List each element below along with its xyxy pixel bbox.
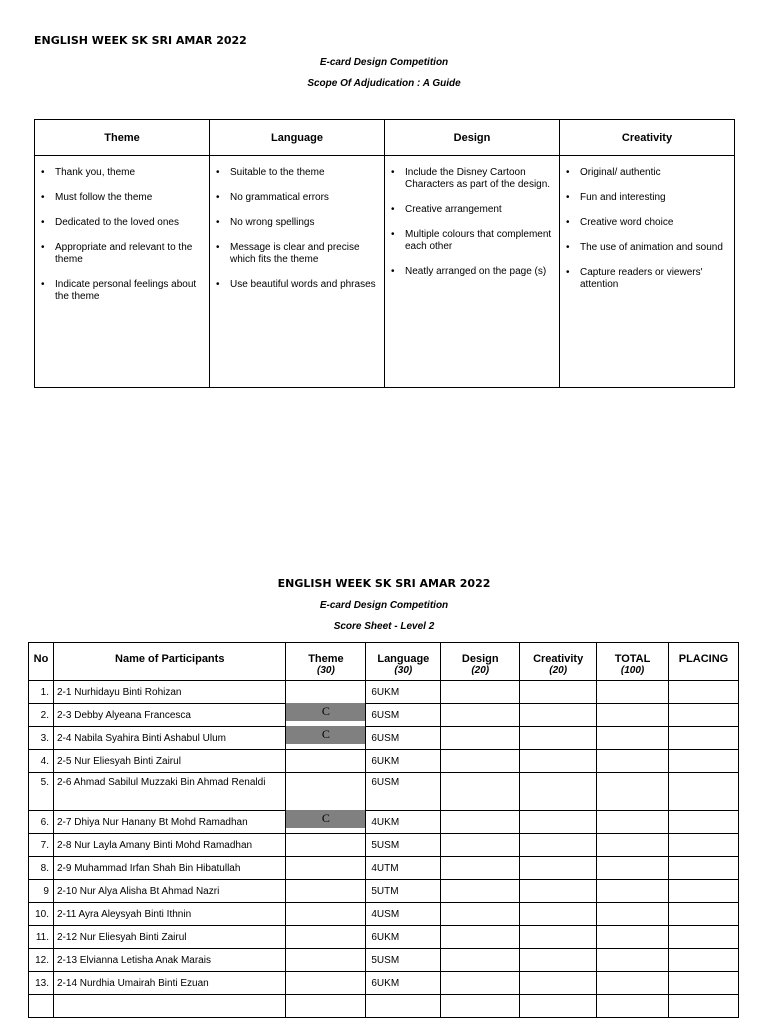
theme-grade-mark: C bbox=[286, 703, 365, 721]
theme-grade-mark: C bbox=[286, 810, 365, 828]
creativity-score-cell[interactable] bbox=[520, 773, 597, 811]
placing-cell[interactable] bbox=[668, 773, 738, 811]
participant-name: 2-10 Nur Alya Alisha Bt Ahmad Nazri bbox=[53, 880, 286, 903]
language-score-cell[interactable]: 6UKM bbox=[366, 926, 441, 949]
row-number: 1. bbox=[29, 681, 54, 704]
placing-cell[interactable] bbox=[668, 727, 738, 750]
participant-name: 2-9 Muhammad Irfan Shah Bin Hibatullah bbox=[53, 857, 286, 880]
placing-cell[interactable] bbox=[668, 681, 738, 704]
design-score-cell[interactable] bbox=[441, 834, 520, 857]
header-language: Language (30) bbox=[366, 643, 441, 681]
criteria-item: • Dedicated to the loved ones bbox=[41, 217, 205, 229]
creativity-score-cell[interactable] bbox=[520, 750, 597, 773]
header-placing: PLACING bbox=[668, 643, 738, 681]
total-score-cell[interactable] bbox=[597, 681, 669, 704]
score-competition-title: E-card Design Competition bbox=[319, 600, 449, 611]
table-row bbox=[29, 995, 739, 1018]
creativity-score-cell[interactable] bbox=[520, 811, 597, 834]
design-score-cell[interactable] bbox=[441, 903, 520, 926]
row-number: 2. bbox=[29, 704, 54, 727]
language-score-cell[interactable]: 6UKM bbox=[366, 681, 441, 704]
criteria-item: • Include the Disney Cartoon Characters as part of the design. bbox=[391, 167, 555, 191]
guide-competition-title: E-card Design Competition bbox=[319, 57, 449, 68]
language-score-cell[interactable]: 4UKM bbox=[366, 811, 441, 834]
table-row bbox=[29, 704, 739, 727]
row-number: 7. bbox=[29, 834, 54, 857]
table-row bbox=[29, 880, 739, 903]
design-score-cell[interactable] bbox=[441, 811, 520, 834]
table-row bbox=[29, 857, 739, 880]
criteria-item: • Capture readers or viewers' attention bbox=[566, 267, 730, 291]
guide-header-design: Design bbox=[385, 120, 560, 156]
language-score-cell[interactable]: 6USM bbox=[366, 727, 441, 750]
criteria-item: • Creative word choice bbox=[566, 217, 730, 229]
criteria-item: • Thank you, theme bbox=[41, 167, 205, 179]
criteria-list bbox=[210, 156, 384, 291]
theme-score-cell[interactable] bbox=[286, 949, 366, 972]
design-score-cell[interactable] bbox=[441, 704, 520, 727]
row-number: 12. bbox=[29, 949, 54, 972]
participant-name: 2-14 Nurdhia Umairah Binti Ezuan bbox=[53, 972, 286, 995]
creativity-score-cell[interactable] bbox=[520, 857, 597, 880]
guide-header-language: Language bbox=[210, 120, 385, 156]
header-total: TOTAL (100) bbox=[597, 643, 669, 681]
criteria-item: • Original/ authentic bbox=[566, 167, 730, 179]
row-number: 9 bbox=[29, 880, 54, 903]
placing-cell[interactable] bbox=[668, 995, 738, 1018]
guide-header-creativity: Creativity bbox=[560, 120, 735, 156]
theme-score-cell[interactable] bbox=[286, 704, 366, 727]
participant-name: 2-1 Nurhidayu Binti Rohizan bbox=[53, 681, 286, 704]
row-number: 10. bbox=[29, 903, 54, 926]
theme-score-cell[interactable] bbox=[286, 972, 366, 995]
language-score-cell[interactable]: 5UTM bbox=[366, 880, 441, 903]
total-score-cell[interactable] bbox=[597, 834, 669, 857]
criteria-item: • Creative arrangement bbox=[391, 204, 555, 216]
design-score-cell[interactable] bbox=[441, 773, 520, 811]
design-score-cell[interactable] bbox=[441, 995, 520, 1018]
criteria-item: • Multiple colours that complement each other bbox=[391, 229, 555, 253]
total-score-cell[interactable] bbox=[597, 949, 669, 972]
score-sheet-table bbox=[28, 642, 739, 1018]
table-row bbox=[29, 834, 739, 857]
table-row bbox=[29, 773, 739, 811]
total-score-cell[interactable] bbox=[597, 750, 669, 773]
table-row bbox=[29, 903, 739, 926]
row-number: 3. bbox=[29, 727, 54, 750]
design-score-cell[interactable] bbox=[441, 857, 520, 880]
header-no: No bbox=[29, 643, 54, 681]
criteria-item: • Message is clear and precise which fits the theme bbox=[216, 242, 380, 266]
participant-name: 2-3 Debby Alyeana Francesca bbox=[53, 704, 286, 727]
placing-cell[interactable] bbox=[668, 811, 738, 834]
theme-score-cell[interactable] bbox=[286, 857, 366, 880]
participant-name bbox=[53, 995, 286, 1018]
criteria-item: • Suitable to the theme bbox=[216, 167, 380, 179]
language-score-cell[interactable]: 6USM bbox=[366, 773, 441, 811]
design-score-cell[interactable] bbox=[441, 880, 520, 903]
placing-cell[interactable] bbox=[668, 926, 738, 949]
creativity-score-cell[interactable] bbox=[520, 704, 597, 727]
design-score-cell[interactable] bbox=[441, 681, 520, 704]
row-number: 6. bbox=[29, 811, 54, 834]
score-subtitle: Score Sheet - Level 2 bbox=[333, 621, 435, 632]
criteria-item: • No wrong spellings bbox=[216, 217, 380, 229]
row-number: 5. bbox=[29, 773, 54, 811]
row-number bbox=[29, 995, 54, 1018]
criteria-list bbox=[560, 156, 734, 291]
participant-name: 2-6 Ahmad Sabilul Muzzaki Bin Ahmad Renaldi bbox=[53, 773, 286, 811]
total-score-cell[interactable] bbox=[597, 903, 669, 926]
creativity-score-cell[interactable] bbox=[520, 972, 597, 995]
placing-cell[interactable] bbox=[668, 972, 738, 995]
theme-score-cell[interactable] bbox=[286, 811, 366, 834]
creativity-score-cell[interactable] bbox=[520, 903, 597, 926]
theme-grade-mark: C bbox=[286, 726, 365, 744]
language-score-cell[interactable]: 6USM bbox=[366, 704, 441, 727]
guide-criteria-creativity bbox=[560, 156, 735, 388]
placing-cell[interactable] bbox=[668, 949, 738, 972]
guide-subtitle: Scope Of Adjudication : A Guide bbox=[307, 78, 461, 89]
guide-criteria-language bbox=[210, 156, 385, 388]
total-score-cell[interactable] bbox=[597, 926, 669, 949]
creativity-score-cell[interactable] bbox=[520, 995, 597, 1018]
language-score-cell[interactable]: 4UTM bbox=[366, 857, 441, 880]
language-score-cell[interactable]: 5USM bbox=[366, 834, 441, 857]
creativity-score-cell[interactable] bbox=[520, 926, 597, 949]
theme-score-cell[interactable] bbox=[286, 903, 366, 926]
total-score-cell[interactable] bbox=[597, 972, 669, 995]
total-score-cell[interactable] bbox=[597, 857, 669, 880]
participant-name: 2-5 Nur Eliesyah Binti Zairul bbox=[53, 750, 286, 773]
participant-name: 2-12 Nur Eliesyah Binti Zairul bbox=[53, 926, 286, 949]
guide-criteria-theme bbox=[35, 156, 210, 388]
row-number: 8. bbox=[29, 857, 54, 880]
participant-name: 2-13 Elvianna Letisha Anak Marais bbox=[53, 949, 286, 972]
total-score-cell[interactable] bbox=[597, 704, 669, 727]
table-row bbox=[29, 926, 739, 949]
participant-name: 2-4 Nabila Syahira Binti Ashabul Ulum bbox=[53, 727, 286, 750]
guide-school-title: ENGLISH WEEK SK SRI AMAR 2022 bbox=[34, 34, 247, 47]
criteria-item: • Appropriate and relevant to the theme bbox=[41, 242, 205, 266]
criteria-list bbox=[385, 156, 559, 278]
creativity-score-cell[interactable] bbox=[520, 880, 597, 903]
participant-name: 2-8 Nur Layla Amany Binti Mohd Ramadhan bbox=[53, 834, 286, 857]
theme-score-cell[interactable] bbox=[286, 926, 366, 949]
theme-score-cell[interactable] bbox=[286, 750, 366, 773]
table-row bbox=[29, 727, 739, 750]
creativity-score-cell[interactable] bbox=[520, 727, 597, 750]
total-score-cell[interactable] bbox=[597, 880, 669, 903]
placing-cell[interactable] bbox=[668, 704, 738, 727]
criteria-item: • No grammatical errors bbox=[216, 192, 380, 204]
criteria-item: • Use beautiful words and phrases bbox=[216, 279, 380, 291]
language-score-cell[interactable]: 4USM bbox=[366, 903, 441, 926]
placing-cell[interactable] bbox=[668, 834, 738, 857]
guide-header-theme: Theme bbox=[35, 120, 210, 156]
placing-cell[interactable] bbox=[668, 880, 738, 903]
language-score-cell[interactable] bbox=[366, 995, 441, 1018]
total-score-cell[interactable] bbox=[597, 811, 669, 834]
language-score-cell[interactable]: 6UKM bbox=[366, 972, 441, 995]
placing-cell[interactable] bbox=[668, 857, 738, 880]
criteria-item: • Indicate personal feelings about the theme bbox=[41, 279, 205, 303]
design-score-cell[interactable] bbox=[441, 972, 520, 995]
language-score-cell[interactable]: 5USM bbox=[366, 949, 441, 972]
participant-name: 2-7 Dhiya Nur Hanany Bt Mohd Ramadhan bbox=[53, 811, 286, 834]
header-theme: Theme (30) bbox=[286, 643, 366, 681]
header-creativity: Creativity (20) bbox=[520, 643, 597, 681]
criteria-list bbox=[35, 156, 209, 303]
row-number: 11. bbox=[29, 926, 54, 949]
participant-name: 2-11 Ayra Aleysyah Binti Ithnin bbox=[53, 903, 286, 926]
total-score-cell[interactable] bbox=[597, 773, 669, 811]
theme-score-cell[interactable] bbox=[286, 834, 366, 857]
table-row bbox=[29, 972, 739, 995]
header-design: Design (20) bbox=[441, 643, 520, 681]
creativity-score-cell[interactable] bbox=[520, 834, 597, 857]
language-score-cell[interactable]: 6UKM bbox=[366, 750, 441, 773]
criteria-item: • Neatly arranged on the page (s) bbox=[391, 266, 555, 278]
theme-score-cell[interactable] bbox=[286, 880, 366, 903]
score-school-title: ENGLISH WEEK SK SRI AMAR 2022 bbox=[277, 577, 491, 590]
row-number: 4. bbox=[29, 750, 54, 773]
row-number: 13. bbox=[29, 972, 54, 995]
theme-score-cell[interactable] bbox=[286, 681, 366, 704]
design-score-cell[interactable] bbox=[441, 926, 520, 949]
criteria-item: • Fun and interesting bbox=[566, 192, 730, 204]
guide-criteria-design bbox=[385, 156, 560, 388]
design-score-cell[interactable] bbox=[441, 949, 520, 972]
total-score-cell[interactable] bbox=[597, 727, 669, 750]
theme-score-cell[interactable] bbox=[286, 773, 366, 811]
guide-header-row bbox=[35, 120, 735, 156]
theme-score-cell[interactable] bbox=[286, 727, 366, 750]
criteria-item: • The use of animation and sound bbox=[566, 242, 730, 254]
table-row bbox=[29, 811, 739, 834]
placing-cell[interactable] bbox=[668, 750, 738, 773]
design-score-cell[interactable] bbox=[441, 750, 520, 773]
header-name: Name of Participants bbox=[53, 643, 286, 681]
criteria-item: • Must follow the theme bbox=[41, 192, 205, 204]
adjudication-guide-table bbox=[34, 119, 735, 388]
theme-score-cell[interactable] bbox=[286, 995, 366, 1018]
table-row bbox=[29, 750, 739, 773]
table-row bbox=[29, 681, 739, 704]
total-score-cell[interactable] bbox=[597, 995, 669, 1018]
creativity-score-cell[interactable] bbox=[520, 949, 597, 972]
score-header-row bbox=[29, 643, 739, 681]
creativity-score-cell[interactable] bbox=[520, 681, 597, 704]
table-row bbox=[29, 949, 739, 972]
design-score-cell[interactable] bbox=[441, 727, 520, 750]
placing-cell[interactable] bbox=[668, 903, 738, 926]
guide-criteria-row bbox=[35, 156, 735, 388]
